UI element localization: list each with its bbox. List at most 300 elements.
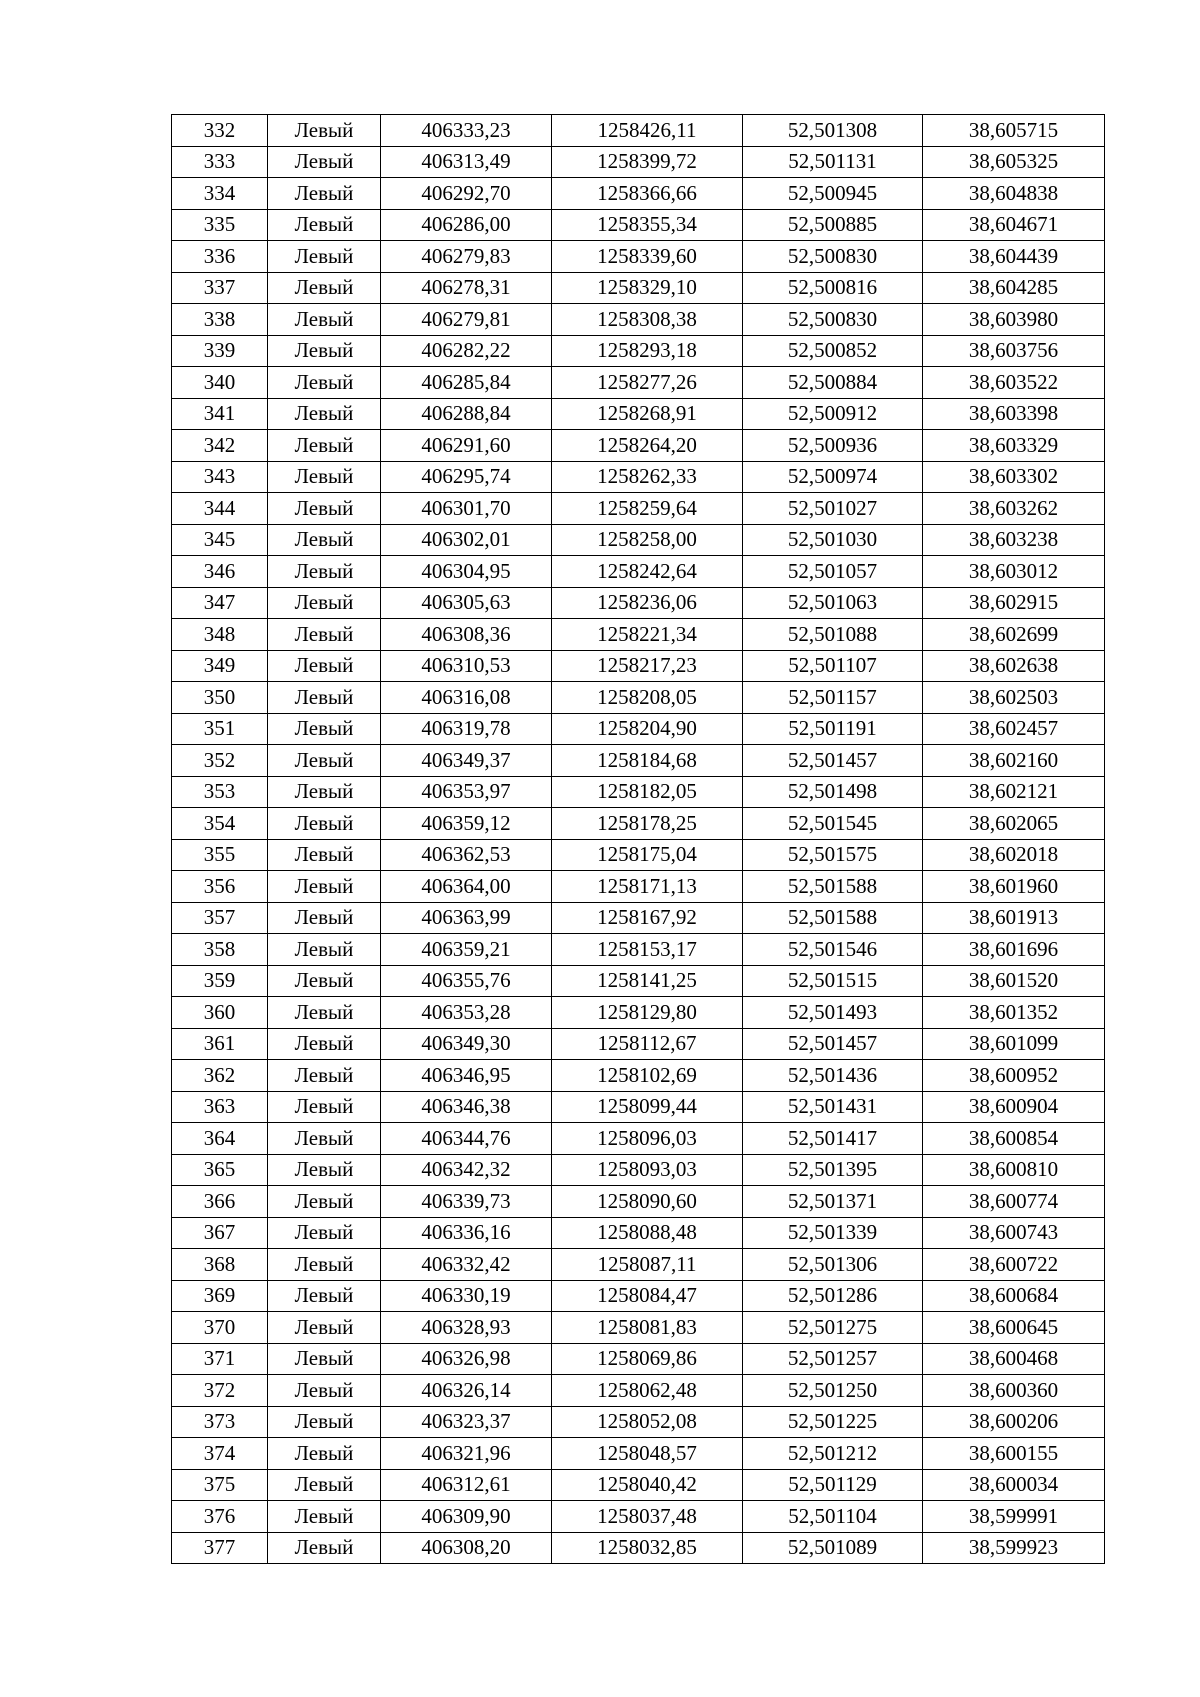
y-coordinate-cell: 1258087,11 — [552, 1249, 743, 1281]
side-cell: Левый — [268, 1532, 381, 1564]
point-number-cell: 375 — [172, 1469, 268, 1501]
y-coordinate-cell: 1258339,60 — [552, 241, 743, 273]
y-coordinate-cell: 1258208,05 — [552, 682, 743, 714]
coordinates-table-body — [172, 115, 1105, 1564]
point-number-cell: 360 — [172, 997, 268, 1029]
side-cell: Левый — [268, 1343, 381, 1375]
y-coordinate-cell: 1258052,08 — [552, 1406, 743, 1438]
side-cell: Левый — [268, 1060, 381, 1092]
y-coordinate-cell: 1258293,18 — [552, 335, 743, 367]
y-coordinate-cell: 1258129,80 — [552, 997, 743, 1029]
table-row — [172, 776, 1105, 808]
side-cell: Левый — [268, 272, 381, 304]
latitude-cell: 52,501104 — [743, 1501, 923, 1533]
x-coordinate-cell: 406362,53 — [381, 839, 552, 871]
x-coordinate-cell: 406323,37 — [381, 1406, 552, 1438]
latitude-cell: 52,501588 — [743, 871, 923, 903]
point-number-cell: 348 — [172, 619, 268, 651]
longitude-cell: 38,600034 — [923, 1469, 1105, 1501]
latitude-cell: 52,501436 — [743, 1060, 923, 1092]
longitude-cell: 38,601696 — [923, 934, 1105, 966]
longitude-cell: 38,600810 — [923, 1154, 1105, 1186]
side-cell: Левый — [268, 209, 381, 241]
latitude-cell: 52,501157 — [743, 682, 923, 714]
latitude-cell: 52,501030 — [743, 524, 923, 556]
table-row — [172, 335, 1105, 367]
longitude-cell: 38,602503 — [923, 682, 1105, 714]
longitude-cell: 38,604439 — [923, 241, 1105, 273]
side-cell: Левый — [268, 776, 381, 808]
longitude-cell: 38,604285 — [923, 272, 1105, 304]
y-coordinate-cell: 1258032,85 — [552, 1532, 743, 1564]
y-coordinate-cell: 1258329,10 — [552, 272, 743, 304]
side-cell: Левый — [268, 619, 381, 651]
longitude-cell: 38,603329 — [923, 430, 1105, 462]
x-coordinate-cell: 406353,28 — [381, 997, 552, 1029]
y-coordinate-cell: 1258308,38 — [552, 304, 743, 336]
table-row — [172, 745, 1105, 777]
longitude-cell: 38,599991 — [923, 1501, 1105, 1533]
latitude-cell: 52,500884 — [743, 367, 923, 399]
y-coordinate-cell: 1258141,25 — [552, 965, 743, 997]
table-row — [172, 1060, 1105, 1092]
x-coordinate-cell: 406321,96 — [381, 1438, 552, 1470]
side-cell: Левый — [268, 1312, 381, 1344]
y-coordinate-cell: 1258217,23 — [552, 650, 743, 682]
table-row — [172, 524, 1105, 556]
x-coordinate-cell: 406359,21 — [381, 934, 552, 966]
table-row — [172, 430, 1105, 462]
x-coordinate-cell: 406286,00 — [381, 209, 552, 241]
point-number-cell: 338 — [172, 304, 268, 336]
latitude-cell: 52,501027 — [743, 493, 923, 525]
table-row — [172, 1249, 1105, 1281]
longitude-cell: 38,600360 — [923, 1375, 1105, 1407]
point-number-cell: 368 — [172, 1249, 268, 1281]
longitude-cell: 38,601960 — [923, 871, 1105, 903]
point-number-cell: 346 — [172, 556, 268, 588]
side-cell: Левый — [268, 1091, 381, 1123]
latitude-cell: 52,501575 — [743, 839, 923, 871]
point-number-cell: 377 — [172, 1532, 268, 1564]
point-number-cell: 367 — [172, 1217, 268, 1249]
y-coordinate-cell: 1258182,05 — [552, 776, 743, 808]
longitude-cell: 38,602915 — [923, 587, 1105, 619]
y-coordinate-cell: 1258236,06 — [552, 587, 743, 619]
point-number-cell: 335 — [172, 209, 268, 241]
point-number-cell: 336 — [172, 241, 268, 273]
longitude-cell: 38,603756 — [923, 335, 1105, 367]
table-row — [172, 839, 1105, 871]
side-cell: Левый — [268, 146, 381, 178]
side-cell: Левый — [268, 902, 381, 934]
table-row — [172, 398, 1105, 430]
longitude-cell: 38,600854 — [923, 1123, 1105, 1155]
y-coordinate-cell: 1258264,20 — [552, 430, 743, 462]
y-coordinate-cell: 1258093,03 — [552, 1154, 743, 1186]
side-cell: Левый — [268, 461, 381, 493]
x-coordinate-cell: 406326,14 — [381, 1375, 552, 1407]
side-cell: Левый — [268, 1280, 381, 1312]
longitude-cell: 38,604671 — [923, 209, 1105, 241]
table-row — [172, 1312, 1105, 1344]
latitude-cell: 52,501063 — [743, 587, 923, 619]
longitude-cell: 38,601520 — [923, 965, 1105, 997]
table-row — [172, 587, 1105, 619]
longitude-cell: 38,602457 — [923, 713, 1105, 745]
longitude-cell: 38,603398 — [923, 398, 1105, 430]
x-coordinate-cell: 406279,83 — [381, 241, 552, 273]
table-row — [172, 619, 1105, 651]
table-row — [172, 1406, 1105, 1438]
table-row — [172, 209, 1105, 241]
y-coordinate-cell: 1258171,13 — [552, 871, 743, 903]
table-row — [172, 650, 1105, 682]
table-row — [172, 965, 1105, 997]
longitude-cell: 38,600904 — [923, 1091, 1105, 1123]
table-row — [172, 713, 1105, 745]
longitude-cell: 38,600743 — [923, 1217, 1105, 1249]
longitude-cell: 38,599923 — [923, 1532, 1105, 1564]
latitude-cell: 52,500912 — [743, 398, 923, 430]
side-cell: Левый — [268, 367, 381, 399]
table-row — [172, 808, 1105, 840]
longitude-cell: 38,602160 — [923, 745, 1105, 777]
table-row — [172, 934, 1105, 966]
point-number-cell: 347 — [172, 587, 268, 619]
table-row — [172, 1375, 1105, 1407]
table-row — [172, 272, 1105, 304]
table-row — [172, 682, 1105, 714]
side-cell: Левый — [268, 1406, 381, 1438]
latitude-cell: 52,501257 — [743, 1343, 923, 1375]
latitude-cell: 52,500885 — [743, 209, 923, 241]
table-row — [172, 1123, 1105, 1155]
y-coordinate-cell: 1258069,86 — [552, 1343, 743, 1375]
table-row — [172, 1217, 1105, 1249]
y-coordinate-cell: 1258242,64 — [552, 556, 743, 588]
y-coordinate-cell: 1258048,57 — [552, 1438, 743, 1470]
point-number-cell: 356 — [172, 871, 268, 903]
latitude-cell: 52,501371 — [743, 1186, 923, 1218]
latitude-cell: 52,501515 — [743, 965, 923, 997]
side-cell: Левый — [268, 713, 381, 745]
latitude-cell: 52,501286 — [743, 1280, 923, 1312]
side-cell: Левый — [268, 650, 381, 682]
longitude-cell: 38,602121 — [923, 776, 1105, 808]
coordinates-table — [171, 114, 1105, 1564]
x-coordinate-cell: 406316,08 — [381, 682, 552, 714]
x-coordinate-cell: 406288,84 — [381, 398, 552, 430]
latitude-cell: 52,501107 — [743, 650, 923, 682]
x-coordinate-cell: 406282,22 — [381, 335, 552, 367]
point-number-cell: 343 — [172, 461, 268, 493]
latitude-cell: 52,501306 — [743, 1249, 923, 1281]
side-cell: Левый — [268, 745, 381, 777]
point-number-cell: 352 — [172, 745, 268, 777]
x-coordinate-cell: 406359,12 — [381, 808, 552, 840]
y-coordinate-cell: 1258167,92 — [552, 902, 743, 934]
y-coordinate-cell: 1258102,69 — [552, 1060, 743, 1092]
side-cell: Левый — [268, 682, 381, 714]
table-row — [172, 367, 1105, 399]
table-row — [172, 493, 1105, 525]
y-coordinate-cell: 1258399,72 — [552, 146, 743, 178]
latitude-cell: 52,501395 — [743, 1154, 923, 1186]
point-number-cell: 374 — [172, 1438, 268, 1470]
longitude-cell: 38,601913 — [923, 902, 1105, 934]
table-row — [172, 304, 1105, 336]
y-coordinate-cell: 1258262,33 — [552, 461, 743, 493]
x-coordinate-cell: 406312,61 — [381, 1469, 552, 1501]
x-coordinate-cell: 406330,19 — [381, 1280, 552, 1312]
table-row — [172, 1343, 1105, 1375]
side-cell: Левый — [268, 808, 381, 840]
side-cell: Левый — [268, 1217, 381, 1249]
point-number-cell: 358 — [172, 934, 268, 966]
longitude-cell: 38,601099 — [923, 1028, 1105, 1060]
latitude-cell: 52,500936 — [743, 430, 923, 462]
x-coordinate-cell: 406291,60 — [381, 430, 552, 462]
x-coordinate-cell: 406332,42 — [381, 1249, 552, 1281]
y-coordinate-cell: 1258426,11 — [552, 115, 743, 147]
y-coordinate-cell: 1258084,47 — [552, 1280, 743, 1312]
point-number-cell: 351 — [172, 713, 268, 745]
y-coordinate-cell: 1258258,00 — [552, 524, 743, 556]
y-coordinate-cell: 1258178,25 — [552, 808, 743, 840]
side-cell: Левый — [268, 1028, 381, 1060]
x-coordinate-cell: 406346,95 — [381, 1060, 552, 1092]
point-number-cell: 366 — [172, 1186, 268, 1218]
point-number-cell: 334 — [172, 178, 268, 210]
table-row — [172, 871, 1105, 903]
x-coordinate-cell: 406342,32 — [381, 1154, 552, 1186]
side-cell: Левый — [268, 997, 381, 1029]
x-coordinate-cell: 406333,23 — [381, 115, 552, 147]
latitude-cell: 52,501057 — [743, 556, 923, 588]
x-coordinate-cell: 406278,31 — [381, 272, 552, 304]
x-coordinate-cell: 406346,38 — [381, 1091, 552, 1123]
side-cell: Левый — [268, 178, 381, 210]
latitude-cell: 52,501339 — [743, 1217, 923, 1249]
point-number-cell: 345 — [172, 524, 268, 556]
longitude-cell: 38,600206 — [923, 1406, 1105, 1438]
side-cell: Левый — [268, 556, 381, 588]
longitude-cell: 38,600722 — [923, 1249, 1105, 1281]
latitude-cell: 52,501275 — [743, 1312, 923, 1344]
table-row — [172, 997, 1105, 1029]
latitude-cell: 52,501417 — [743, 1123, 923, 1155]
x-coordinate-cell: 406328,93 — [381, 1312, 552, 1344]
y-coordinate-cell: 1258088,48 — [552, 1217, 743, 1249]
point-number-cell: 357 — [172, 902, 268, 934]
point-number-cell: 365 — [172, 1154, 268, 1186]
table-row — [172, 1154, 1105, 1186]
point-number-cell: 364 — [172, 1123, 268, 1155]
point-number-cell: 353 — [172, 776, 268, 808]
latitude-cell: 52,501191 — [743, 713, 923, 745]
x-coordinate-cell: 406301,70 — [381, 493, 552, 525]
longitude-cell: 38,604838 — [923, 178, 1105, 210]
point-number-cell: 372 — [172, 1375, 268, 1407]
latitude-cell: 52,501225 — [743, 1406, 923, 1438]
side-cell: Левый — [268, 335, 381, 367]
side-cell: Левый — [268, 839, 381, 871]
x-coordinate-cell: 406309,90 — [381, 1501, 552, 1533]
longitude-cell: 38,601352 — [923, 997, 1105, 1029]
latitude-cell: 52,500830 — [743, 241, 923, 273]
longitude-cell: 38,605715 — [923, 115, 1105, 147]
y-coordinate-cell: 1258081,83 — [552, 1312, 743, 1344]
longitude-cell: 38,600468 — [923, 1343, 1105, 1375]
side-cell: Левый — [268, 1123, 381, 1155]
x-coordinate-cell: 406295,74 — [381, 461, 552, 493]
point-number-cell: 359 — [172, 965, 268, 997]
side-cell: Левый — [268, 1186, 381, 1218]
table-row — [172, 1280, 1105, 1312]
table-row — [172, 1532, 1105, 1564]
side-cell: Левый — [268, 1501, 381, 1533]
y-coordinate-cell: 1258037,48 — [552, 1501, 743, 1533]
point-number-cell: 332 — [172, 115, 268, 147]
point-number-cell: 350 — [172, 682, 268, 714]
point-number-cell: 354 — [172, 808, 268, 840]
latitude-cell: 52,500945 — [743, 178, 923, 210]
latitude-cell: 52,500830 — [743, 304, 923, 336]
y-coordinate-cell: 1258040,42 — [552, 1469, 743, 1501]
longitude-cell: 38,602065 — [923, 808, 1105, 840]
y-coordinate-cell: 1258204,90 — [552, 713, 743, 745]
point-number-cell: 340 — [172, 367, 268, 399]
x-coordinate-cell: 406326,98 — [381, 1343, 552, 1375]
y-coordinate-cell: 1258221,34 — [552, 619, 743, 651]
point-number-cell: 341 — [172, 398, 268, 430]
point-number-cell: 344 — [172, 493, 268, 525]
longitude-cell: 38,603238 — [923, 524, 1105, 556]
longitude-cell: 38,600952 — [923, 1060, 1105, 1092]
latitude-cell: 52,501088 — [743, 619, 923, 651]
y-coordinate-cell: 1258090,60 — [552, 1186, 743, 1218]
point-number-cell: 333 — [172, 146, 268, 178]
table-row — [172, 1091, 1105, 1123]
longitude-cell: 38,600684 — [923, 1280, 1105, 1312]
x-coordinate-cell: 406364,00 — [381, 871, 552, 903]
latitude-cell: 52,501089 — [743, 1532, 923, 1564]
latitude-cell: 52,501493 — [743, 997, 923, 1029]
longitude-cell: 38,602699 — [923, 619, 1105, 651]
table-row — [172, 146, 1105, 178]
side-cell: Левый — [268, 1375, 381, 1407]
y-coordinate-cell: 1258112,67 — [552, 1028, 743, 1060]
y-coordinate-cell: 1258096,03 — [552, 1123, 743, 1155]
latitude-cell: 52,500852 — [743, 335, 923, 367]
longitude-cell: 38,600774 — [923, 1186, 1105, 1218]
x-coordinate-cell: 406308,20 — [381, 1532, 552, 1564]
latitude-cell: 52,501431 — [743, 1091, 923, 1123]
x-coordinate-cell: 406302,01 — [381, 524, 552, 556]
side-cell: Левый — [268, 1154, 381, 1186]
x-coordinate-cell: 406304,95 — [381, 556, 552, 588]
table-row — [172, 241, 1105, 273]
side-cell: Левый — [268, 304, 381, 336]
y-coordinate-cell: 1258366,66 — [552, 178, 743, 210]
side-cell: Левый — [268, 493, 381, 525]
y-coordinate-cell: 1258277,26 — [552, 367, 743, 399]
y-coordinate-cell: 1258184,68 — [552, 745, 743, 777]
latitude-cell: 52,501498 — [743, 776, 923, 808]
table-row — [172, 1438, 1105, 1470]
point-number-cell: 369 — [172, 1280, 268, 1312]
point-number-cell: 337 — [172, 272, 268, 304]
table-row — [172, 1028, 1105, 1060]
x-coordinate-cell: 406363,99 — [381, 902, 552, 934]
x-coordinate-cell: 406344,76 — [381, 1123, 552, 1155]
y-coordinate-cell: 1258355,34 — [552, 209, 743, 241]
side-cell: Левый — [268, 871, 381, 903]
side-cell: Левый — [268, 934, 381, 966]
table-row — [172, 115, 1105, 147]
longitude-cell: 38,602638 — [923, 650, 1105, 682]
side-cell: Левый — [268, 965, 381, 997]
point-number-cell: 361 — [172, 1028, 268, 1060]
point-number-cell: 342 — [172, 430, 268, 462]
x-coordinate-cell: 406279,81 — [381, 304, 552, 336]
x-coordinate-cell: 406285,84 — [381, 367, 552, 399]
longitude-cell: 38,600155 — [923, 1438, 1105, 1470]
x-coordinate-cell: 406353,97 — [381, 776, 552, 808]
table-row — [172, 1186, 1105, 1218]
x-coordinate-cell: 406308,36 — [381, 619, 552, 651]
longitude-cell: 38,605325 — [923, 146, 1105, 178]
x-coordinate-cell: 406349,37 — [381, 745, 552, 777]
side-cell: Левый — [268, 1438, 381, 1470]
side-cell: Левый — [268, 241, 381, 273]
side-cell: Левый — [268, 587, 381, 619]
latitude-cell: 52,501308 — [743, 115, 923, 147]
point-number-cell: 370 — [172, 1312, 268, 1344]
side-cell: Левый — [268, 1249, 381, 1281]
y-coordinate-cell: 1258259,64 — [552, 493, 743, 525]
latitude-cell: 52,501588 — [743, 902, 923, 934]
y-coordinate-cell: 1258099,44 — [552, 1091, 743, 1123]
y-coordinate-cell: 1258153,17 — [552, 934, 743, 966]
latitude-cell: 52,501131 — [743, 146, 923, 178]
x-coordinate-cell: 406310,53 — [381, 650, 552, 682]
latitude-cell: 52,501457 — [743, 745, 923, 777]
table-row — [172, 556, 1105, 588]
point-number-cell: 371 — [172, 1343, 268, 1375]
point-number-cell: 363 — [172, 1091, 268, 1123]
latitude-cell: 52,501212 — [743, 1438, 923, 1470]
x-coordinate-cell: 406292,70 — [381, 178, 552, 210]
x-coordinate-cell: 406355,76 — [381, 965, 552, 997]
y-coordinate-cell: 1258062,48 — [552, 1375, 743, 1407]
table-row — [172, 178, 1105, 210]
longitude-cell: 38,600645 — [923, 1312, 1105, 1344]
longitude-cell: 38,602018 — [923, 839, 1105, 871]
side-cell: Левый — [268, 524, 381, 556]
point-number-cell: 376 — [172, 1501, 268, 1533]
latitude-cell: 52,501457 — [743, 1028, 923, 1060]
side-cell: Левый — [268, 398, 381, 430]
x-coordinate-cell: 406313,49 — [381, 146, 552, 178]
longitude-cell: 38,603262 — [923, 493, 1105, 525]
table-row — [172, 461, 1105, 493]
point-number-cell: 339 — [172, 335, 268, 367]
side-cell: Левый — [268, 1469, 381, 1501]
y-coordinate-cell: 1258268,91 — [552, 398, 743, 430]
longitude-cell: 38,603012 — [923, 556, 1105, 588]
